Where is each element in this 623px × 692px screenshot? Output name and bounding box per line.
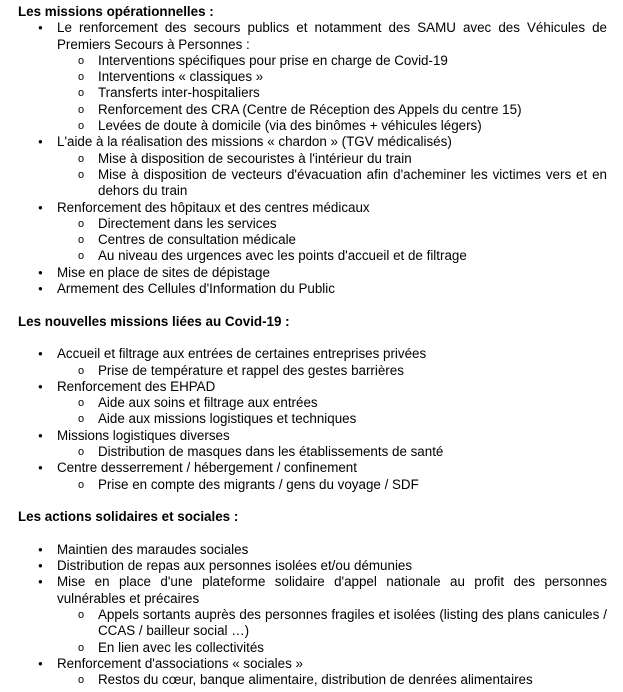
blank-line: [0, 330, 623, 346]
list-item-text: Missions logistiques diverses: [57, 427, 230, 443]
list-item: [38, 460, 607, 476]
section-heading: Les actions solidaires et sociales :: [18, 509, 239, 525]
sub-list-item-text: Mise à disposition de secouristes à l'intérieur du train: [98, 150, 412, 166]
bullet-icon: ●: [38, 23, 43, 33]
sub-list-item-text: Mise à disposition de vecteurs d'évacuation afin d'acheminer les victimes vers et en dehors du train: [98, 166, 607, 199]
circle-bullet-icon: o: [78, 103, 85, 116]
list-item-text: Distribution de repas aux personnes isolées et/ou démunies: [57, 558, 413, 574]
circle-bullet-icon: o: [78, 641, 85, 654]
sub-list-item: [78, 476, 607, 493]
list-item-text: L'aide à la réalisation des missions « chardon » (TGV médicalisés): [57, 134, 452, 150]
sub-list-item: [78, 444, 607, 460]
sub-list-item-text: Appels sortants auprès des personnes fragiles et isolées (listing des plans canicules / CCAS / bailleur social …): [98, 606, 607, 639]
sub-list-item-text: Prise en compte des migrants / gens du voyage / SDF: [98, 476, 419, 492]
blank-line: [0, 297, 623, 313]
list-item-text: Mise en place de sites de dépistage: [57, 264, 270, 280]
list-item: [38, 378, 607, 395]
section-heading: Les nouvelles missions liées au Covid-19 :: [18, 313, 290, 329]
list-item: [38, 134, 607, 150]
bullet-icon: ●: [38, 284, 43, 294]
circle-bullet-icon: o: [78, 364, 85, 377]
sub-list-item: [78, 215, 607, 232]
list-item: [38, 281, 607, 297]
document-body: [0, 4, 623, 688]
bullet-icon: ●: [38, 463, 43, 473]
blank-line: [0, 493, 623, 509]
circle-bullet-icon: o: [78, 120, 85, 133]
list-item-text: Renforcement d'associations « sociales »: [57, 655, 303, 671]
sub-list-item: [78, 150, 607, 167]
list-item-text: Centre desserrement / hébergement / confinement: [57, 460, 357, 476]
sub-list-item: [78, 248, 607, 264]
bullet-icon: ●: [38, 577, 43, 587]
sub-list-item-text: Au niveau des urgences avec les points d'accueil et de filtrage: [98, 248, 467, 264]
list-item-text: Le renforcement des secours publics et notamment des SAMU avec des Véhicules de Premiers Secours à Personnes :: [57, 20, 607, 52]
circle-bullet-icon: o: [78, 234, 85, 247]
circle-bullet-icon: o: [78, 478, 85, 491]
bullet-icon: ●: [38, 267, 43, 277]
circle-bullet-icon: o: [78, 54, 85, 67]
sub-list-item: [78, 606, 607, 640]
circle-bullet-icon: o: [78, 250, 85, 263]
circle-bullet-icon: o: [78, 413, 85, 426]
circle-bullet-icon: o: [78, 608, 85, 621]
bullet-icon: ●: [38, 658, 43, 668]
sub-list-item: [78, 118, 607, 134]
sub-list-item-text: Renforcement des CRA (Centre de Réception des Appels du centre 15): [98, 101, 522, 117]
list-item-text: Accueil et filtrage aux entrées de certaines entreprises privées: [57, 346, 427, 362]
list-item: [38, 541, 607, 558]
list-item: [38, 655, 607, 672]
list-item: [38, 574, 607, 607]
blank-line: [0, 526, 623, 542]
sub-list-item-text: Interventions spécifiques pour prise en charge de Covid-19: [98, 52, 448, 68]
sub-list-item-text: Distribution de masques dans les établissements de santé: [98, 444, 444, 460]
sub-list-item-text: Aide aux soins et filtrage aux entrées: [98, 395, 318, 411]
sub-list-item: [78, 85, 607, 101]
bullet-icon: ●: [38, 381, 43, 391]
sub-list-item-text: Restos du cœur, banque alimentaire, distribution de denrées alimentaires: [98, 672, 533, 688]
sub-list-item-text: En lien avec les collectivités: [98, 639, 264, 655]
circle-bullet-icon: o: [78, 152, 85, 165]
sub-list-item: [78, 672, 607, 688]
sub-list-item: [78, 232, 607, 248]
list-item: [38, 20, 607, 53]
sub-list-item-text: Levées de doute à domicile (via des binômes + véhicules légers): [98, 118, 482, 134]
circle-bullet-icon: o: [78, 168, 85, 181]
circle-bullet-icon: o: [78, 87, 85, 100]
sub-list-item-text: Prise de température et rappel des gestes barrières: [98, 362, 404, 378]
circle-bullet-icon: o: [78, 674, 85, 687]
list-item-text: Mise en place d'une plateforme solidaire d'appel nationale au profit des personnes vulnérables et précaires: [57, 574, 607, 606]
list-item: [38, 346, 607, 362]
sub-list-item-text: Centres de consultation médicale: [98, 232, 296, 248]
section-heading: Les missions opérationnelles :: [18, 4, 214, 19]
list-item: [38, 558, 607, 574]
list-item-text: Maintien des maraudes sociales: [57, 541, 249, 557]
sub-list-item: [78, 395, 607, 411]
bullet-icon: ●: [38, 430, 43, 440]
sub-list-item-text: Interventions « classiques »: [98, 69, 264, 85]
sub-list-item: [78, 69, 607, 85]
list-item-text: Armement des Cellules d'Information du Public: [57, 281, 335, 297]
sub-list-item: [78, 101, 607, 118]
sub-list-item-text: Aide aux missions logistiques et techniques: [98, 411, 357, 427]
bullet-icon: ●: [38, 137, 43, 147]
sub-list-item: [78, 166, 607, 200]
list-item: [38, 427, 607, 444]
circle-bullet-icon: o: [78, 71, 85, 84]
list-item-text: Renforcement des hôpitaux et des centres médicaux: [57, 199, 370, 215]
bullet-icon: ●: [38, 202, 43, 212]
bullet-icon: ●: [38, 544, 43, 554]
sub-list-item: [78, 52, 607, 69]
bullet-icon: ●: [38, 349, 43, 359]
list-item: [38, 199, 607, 216]
bullet-icon: ●: [38, 561, 43, 571]
circle-bullet-icon: o: [78, 217, 85, 230]
sub-list-item-text: Transferts inter-hospitaliers: [98, 85, 260, 101]
sub-list-item: [78, 639, 607, 656]
circle-bullet-icon: o: [78, 446, 85, 459]
list-item-text: Renforcement des EHPAD: [57, 378, 216, 394]
sub-list-item: [78, 362, 607, 379]
sub-list-item-text: Directement dans les services: [98, 215, 277, 231]
circle-bullet-icon: o: [78, 397, 85, 410]
sub-list-item: [78, 411, 607, 427]
list-item: [38, 264, 607, 281]
